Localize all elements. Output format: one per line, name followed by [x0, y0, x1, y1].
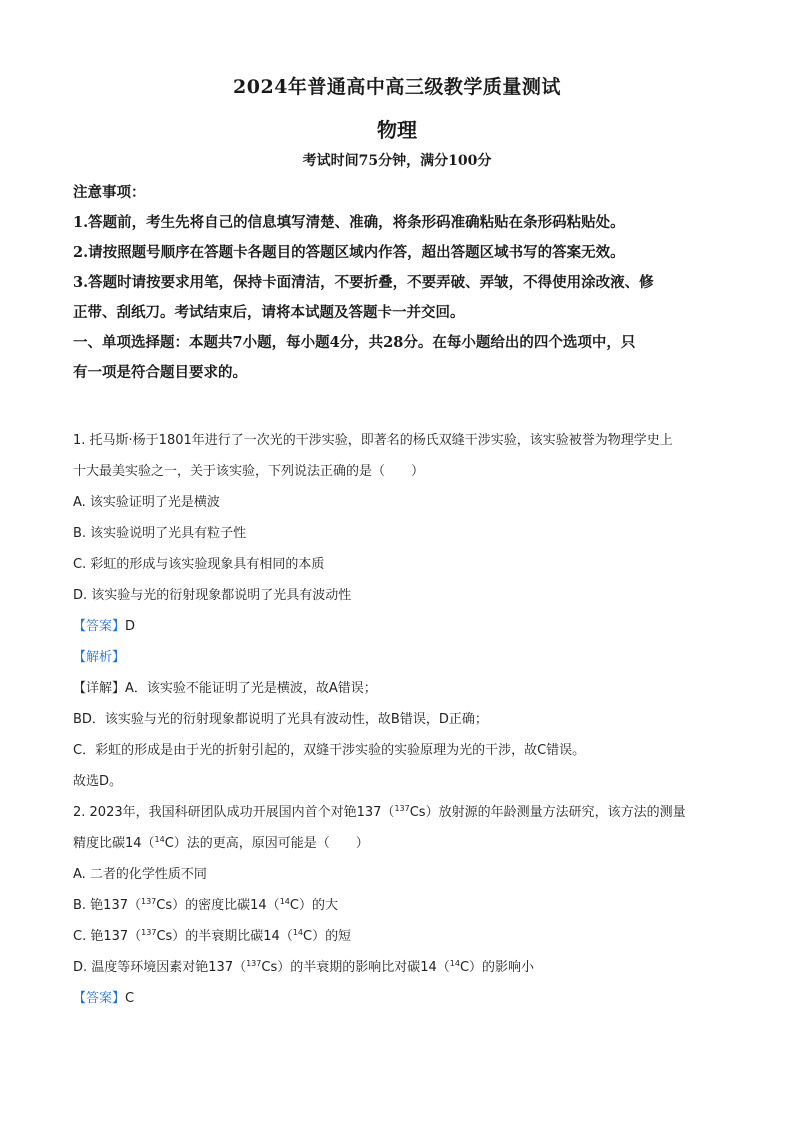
notice-item-2: 2.请按照题号顺序在答题卡各题目的答题区域内作答，超出答题区域书写的答案无效。: [73, 244, 625, 261]
q1-option-a: A. 该实验证明了光是横波: [73, 495, 220, 510]
analysis-tag: 【解析】: [73, 650, 126, 665]
notice-heading: 注意事项：: [73, 184, 146, 201]
q1-detail-line3: C．彩虹的形成是由于光的折射引起的，双缝干涉实验的实验原理为光的干涉，故C错误。: [73, 743, 586, 758]
question-1: [73, 425, 723, 1014]
q1-detail-line2: BD．该实验与光的衍射现象都说明了光具有波动性，故B错误，D正确；: [73, 712, 488, 727]
q1-stem-line1: 1. 托马斯·杨于1801年进行了一次光的干涉实验，即著名的杨氏双缝干涉实验，该实验被誉为物理学史上: [73, 433, 673, 448]
answer-value: C: [125, 991, 135, 1006]
exam-info: 考试时间75分钟，满分100分: [302, 153, 492, 169]
q1-detail-line1: 【详解】A．该实验不能证明了光是横波，故A错误；: [73, 681, 377, 696]
q2-option-a: A. 二者的化学性质不同: [73, 867, 207, 882]
q2-option-b: B. 铯137（$^{137}$Cs）的密度比碳14（$^{14}$C）的大: [73, 897, 338, 913]
q1-option-d: D. 该实验与光的衍射现象都说明了光具有波动性: [73, 588, 352, 603]
q1-answer: [73, 611, 723, 642]
q1-option-b: B. 该实验说明了光具有粒子性: [73, 526, 247, 541]
notice-item-3-line1: 3.答题时请按要求用笔，保持卡面清洁，不要折叠，不要弄破、弄皱，不得使用涂改液、修: [73, 274, 654, 291]
q2-answer: [73, 983, 723, 1014]
answer-tag: 【答案】: [73, 991, 126, 1006]
q2-stem-line1: 2. 2023年，我国科研团队成功开展国内首个对铯137（$^{137}$Cs）放射源的年龄测量方法研究，该方法的测量: [73, 804, 686, 820]
notice-section: [73, 178, 721, 388]
q1-option-c: C. 彩虹的形成与该实验现象具有相同的本质: [73, 557, 325, 572]
detail-tag: 【详解】: [73, 681, 126, 696]
exam-title: 2024年普通高中高三级教学质量测试: [233, 76, 561, 98]
q2-option-d: D. 温度等环境因素对铯137（$^{137}$Cs）的半衰期的影响比对碳14（$^{14}$C）的影响小: [73, 959, 535, 975]
q1-stem-line2: 十大最美实验之一，关于该实验，下列说法正确的是（ ）: [73, 464, 425, 479]
section-heading-line2: 有一项是符合题目要求的。: [73, 364, 247, 381]
section-heading-line1: 一、单项选择题：本题共7小题，每小题4分，共28分。在每小题给出的四个选项中，只: [73, 334, 636, 351]
answer-tag: 【答案】: [73, 619, 126, 634]
q1-conclusion: 故选D。: [73, 774, 123, 789]
notice-item-1: 1.答题前，考生先将自己的信息填写清楚、准确，将条形码准确粘贴在条形码粘贴处。: [73, 214, 625, 231]
answer-value: D: [125, 619, 136, 634]
q1-analysis: [73, 642, 723, 673]
subject-title: 物理: [377, 118, 417, 142]
q2-option-c: C. 铯137（$^{137}$Cs）的半衰期比碳14（$^{14}$C）的短: [73, 928, 352, 944]
q2-stem-line2: 精度比碳14（$^{14}$C）法的更高，原因可能是（ ）: [73, 835, 369, 851]
notice-item-3-line2: 正带、刮纸刀。考试结束后，请将本试题及答题卡一并交回。: [73, 304, 465, 321]
